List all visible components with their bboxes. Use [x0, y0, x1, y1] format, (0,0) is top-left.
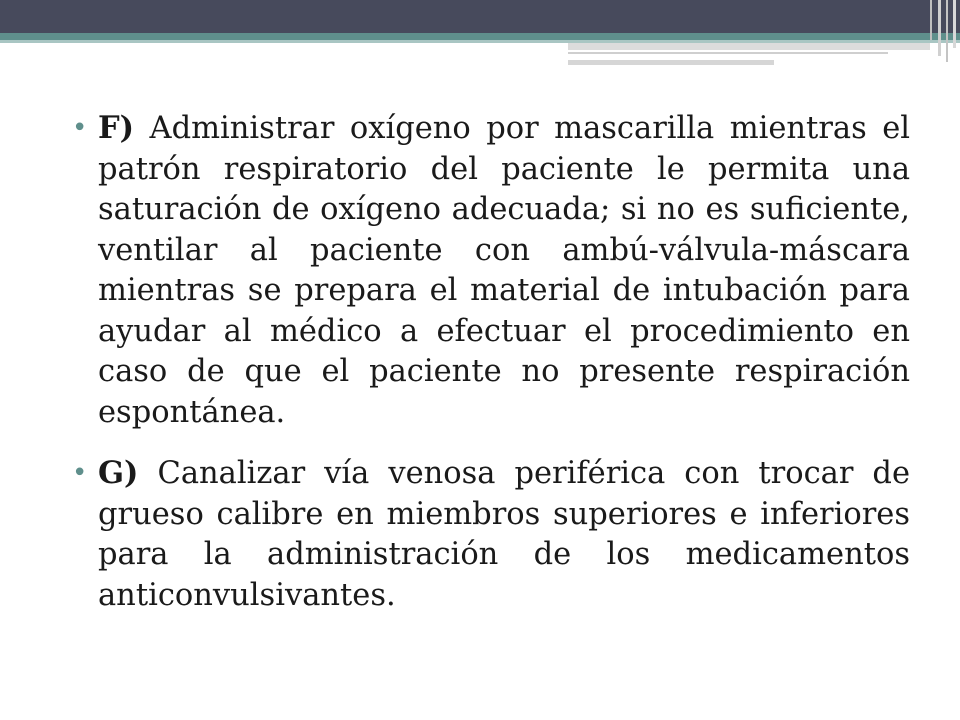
bullet-item-g	[72, 453, 910, 616]
header-band-teal	[0, 33, 960, 40]
header-band-dark	[0, 0, 960, 33]
bullet-dot-icon: •	[72, 113, 88, 143]
corner-decoration-line	[938, 0, 941, 56]
slide-body	[72, 108, 910, 636]
bullet-item-f	[72, 108, 910, 433]
corner-decoration-line	[930, 0, 932, 40]
corner-decoration-line	[953, 0, 956, 48]
corner-decoration-line	[946, 0, 948, 62]
bullet-text: Canalizar vía venosa periférica con trocar de grueso calibre en miembros superiores e inferiores para la administración de los medicamentos anticonvulsivantes.	[98, 456, 910, 613]
bullet-text: Administrar oxígeno por mascarilla mientras el patrón respiratorio del paciente le permita una saturación de oxígeno adecuada; si no es suficiente, ventilar al paciente con ambú-válvula-máscara mientras se prepara el material de intubación para ayudar al médico a efectuar el procedimiento en caso de que el paciente no presente respiración espontánea.	[98, 111, 910, 430]
bullet-lead-label: G)	[98, 455, 139, 491]
bullet-dot-icon: •	[72, 458, 88, 488]
header-grey-strip	[568, 43, 930, 50]
header-grey-strip-short	[568, 60, 774, 65]
bullet-lead-label: F)	[98, 110, 135, 146]
header-grey-strip-thin	[568, 52, 888, 54]
bullet-list	[72, 108, 910, 616]
